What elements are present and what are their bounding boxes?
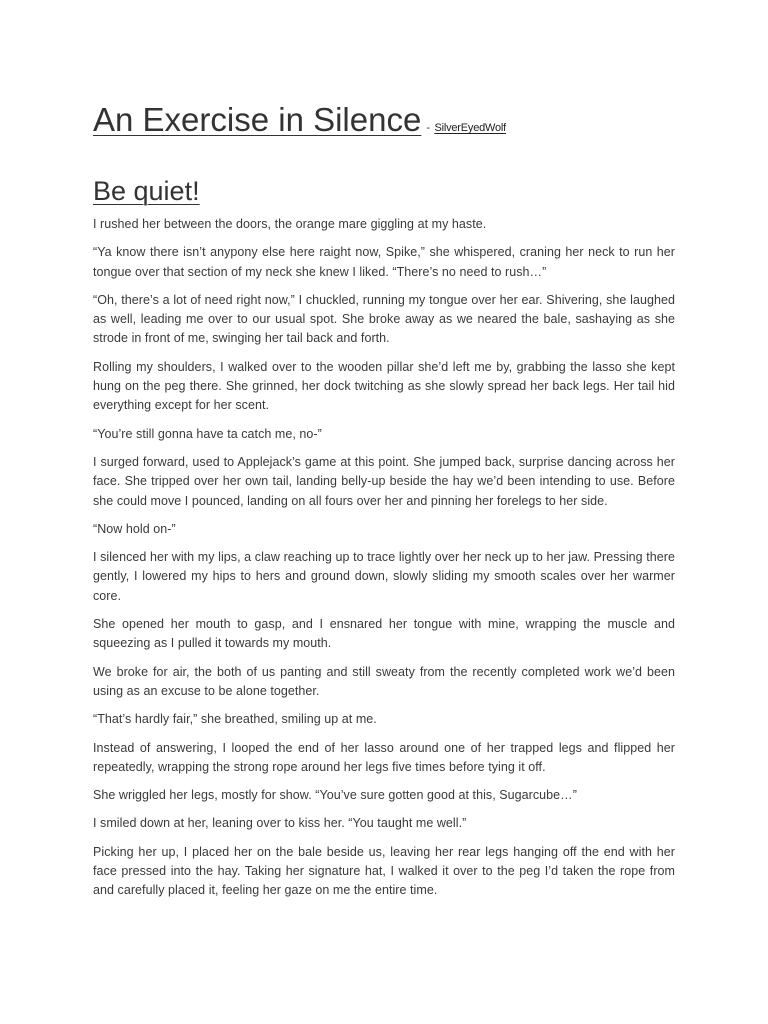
document-page <box>93 103 675 910</box>
paragraph: Rolling my shoulders, I walked over to the wooden pillar she’d left me by, grabbing the lasso she kept hung on the peg there. She grinned, her dock twitching as she slowly spread her back legs. Her tail hid everything except for her scent. <box>93 359 675 413</box>
paragraph: Picking her up, I placed her on the bale beside us, leaving her rear legs hanging off the end with her face pressed into the hay. Taking her signature hat, I walked it over to the peg I’d taken the rope from and carefully placed it, feeling her gaze on me the entire time. <box>93 844 675 898</box>
paragraph: “You’re still gonna have ta catch me, no-” <box>93 426 322 441</box>
paragraph: We broke for air, the both of us panting and still sweaty from the recently completed work we’d been using as an excuse to be alone together. <box>93 664 675 698</box>
title-row <box>93 103 675 136</box>
paragraph: “That’s hardly fair,” she breathed, smiling up at me. <box>93 712 377 727</box>
paragraph: She opened her mouth to gasp, and I ensnared her tongue with mine, wrapping the muscle and squeezing as I pulled it towards my mouth. <box>93 617 675 651</box>
paragraph: “Ya know there isn’t anypony else here raight now, Spike,” she whispered, craning her neck to run her tongue over that section of my neck she knew I liked. “There’s no need to rush…” <box>93 245 675 279</box>
story-body <box>93 215 675 901</box>
paragraph: “Now hold on-” <box>93 521 176 536</box>
paragraph: I rushed her between the doors, the orange mare giggling at my haste. <box>93 217 487 231</box>
paragraph: I silenced her with my lips, a claw reaching up to trace lightly over her neck up to her jaw. Pressing there gently, I lowered my hips to hers and ground down, slowly sliding my smooth scales over her warmer core. <box>93 550 675 603</box>
paragraph: I smiled down at her, leaning over to kiss her. “You taught me well.” <box>93 816 467 831</box>
paragraph: Instead of answering, I looped the end of her lasso around one of her trapped legs and flipped her repeatedly, wrapping the strong rope around her legs five times before tying it off. <box>93 740 675 774</box>
chapter-title: Be quiet! <box>93 176 200 206</box>
author-link[interactable]: SilverEyedWolf <box>434 122 507 134</box>
paragraph: “Oh, there’s a lot of need right now,” I chuckled, running my tongue over her ear. Shivering, she laughed as well, leading me over to our usual spot. She broke away as we neared the bale, sashaying as she strode in front of me, swinging her tail back and forth. <box>93 292 675 346</box>
title-separator: - <box>426 122 430 134</box>
paragraph: She wriggled her legs, mostly for show. “You’ve sure gotten good at this, Sugarcube…” <box>93 788 577 803</box>
paragraph: I surged forward, used to Applejack’s game at this point. She jumped back, surprise dancing across her face. She tripped over her own tail, landing belly-up beside the hay we’d been intending to use. Before she could move I pounced, landing on all fours over her and pinning her forelegs to her side. <box>93 454 675 508</box>
document-title: An Exercise in Silence <box>93 101 422 138</box>
